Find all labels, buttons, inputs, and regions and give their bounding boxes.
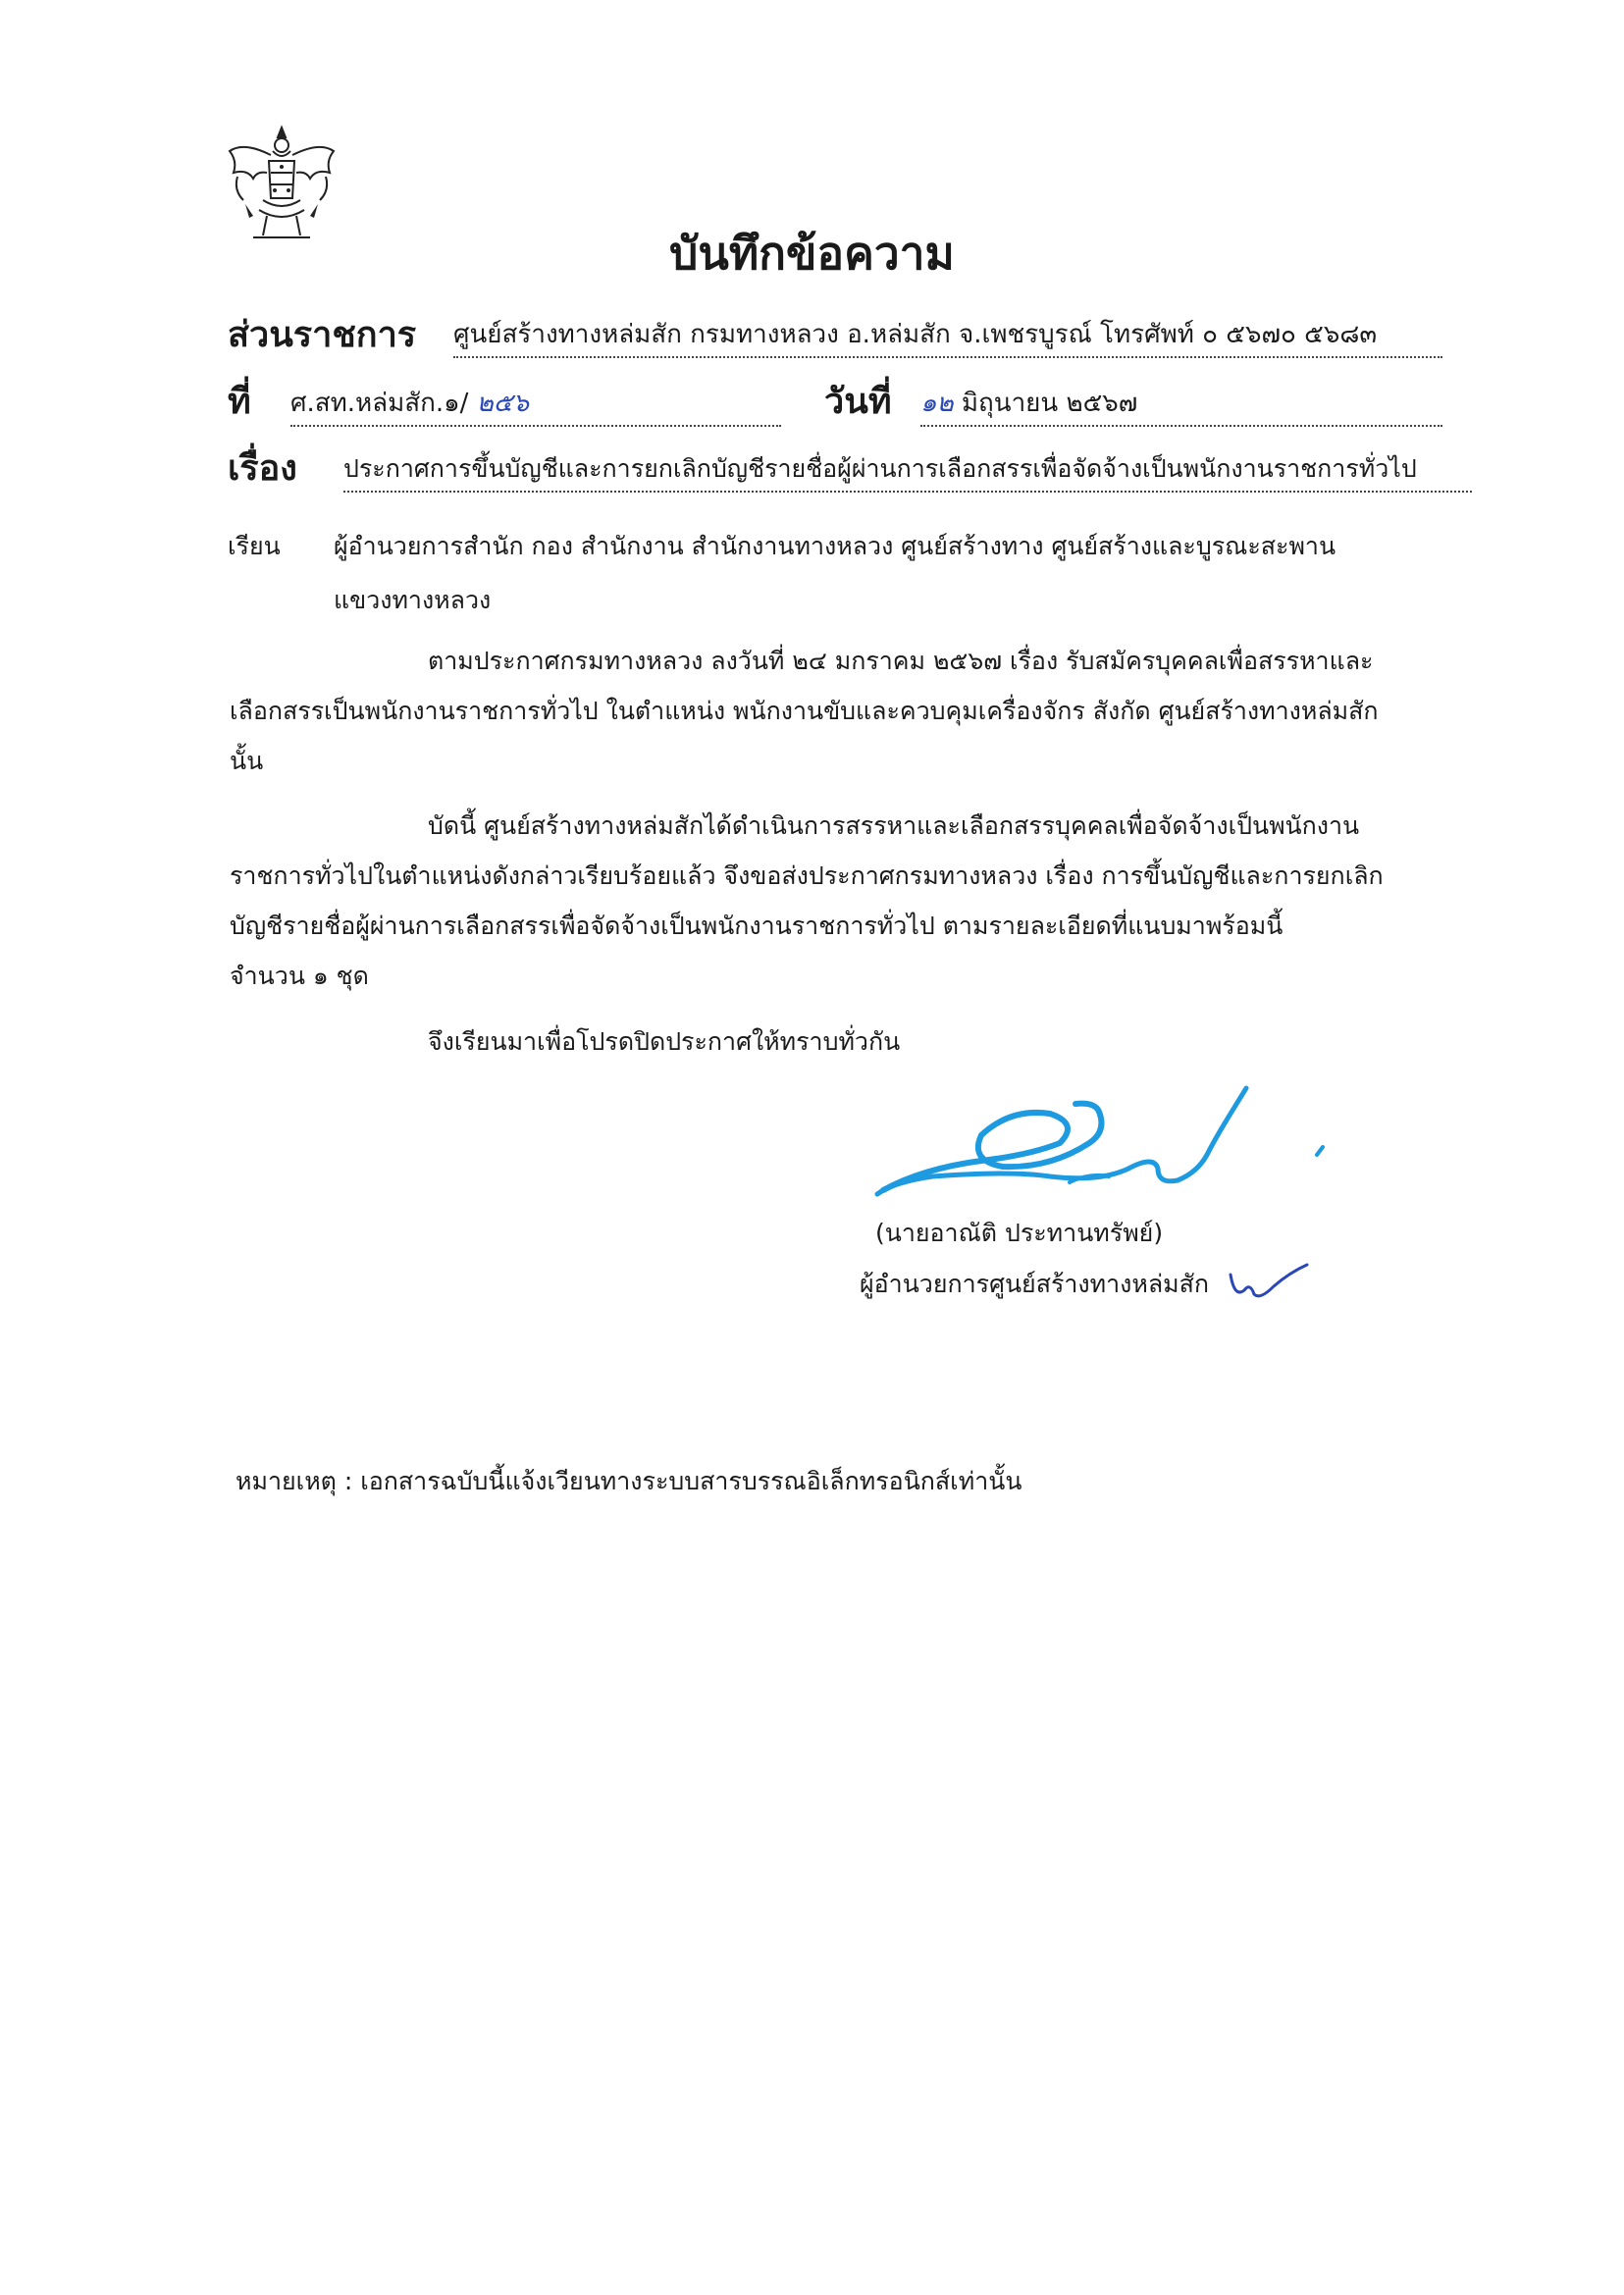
paragraph-1-line-1: ตามประกาศกรมทางหลวง ลงวันที่ ๒๔ มกราคม ๒๕๖๗ เรื่อง รับสมัครบุคคลเพื่อสรรหาและ	[428, 647, 1374, 675]
paragraph-1-line-2: เลือกสรรเป็นพนักงานราชการทั่วไป ในตำแหน่ง พนักงานขับและควบคุมเครื่องจักร สังกัด ศูนย์สร้างทางหล่มสัก	[230, 697, 1379, 725]
department-label: ส่วนราชการ	[228, 315, 417, 355]
addressee-label: เรียน	[228, 532, 281, 560]
date-month-year: มิถุนายน ๒๕๖๗	[961, 389, 1138, 418]
date-day-handwritten: ๑๒	[920, 389, 954, 418]
addressee-line-2: แขวงทางหลวง	[334, 586, 492, 614]
addressee-line-1: ผู้อำนวยการสำนัก กอง สำนักงาน สำนักงานทางหลวง ศูนย์สร้างทาง ศูนย์สร้างและบูรณะสะพาน	[334, 532, 1336, 560]
initial-tick-icon	[1225, 1261, 1313, 1305]
paragraph-2-line-3: บัญชีรายชื่อผู้ผ่านการเลือกสรรเพื่อจัดจ้างเป็นพนักงานราชการทั่วไป ตามรายละเอียดที่แนบมาพร้อมนี้	[230, 912, 1283, 940]
signer-title: ผู้อำนวยการศูนย์สร้างทางหล่มสัก	[860, 1270, 1210, 1298]
subject-value: ประกาศการขึ้นบัญชีและการยกเลิกบัญชีรายชื่อผู้ผ่านการเลือกสรรเพื่อจัดจ้างเป็นพนักงานราชการทั่วไป	[343, 449, 1472, 493]
reference-label: ที่	[228, 382, 251, 422]
signer-name: (นายอาณัติ ประทานทรัพย์)	[875, 1219, 1164, 1247]
page-title: บันทึกข้อความ	[669, 227, 955, 280]
paragraph-2-line-4: จำนวน ๑ ชุด	[230, 962, 369, 990]
date-label: วันที่	[824, 382, 892, 422]
paragraph-2-line-2: ราชการทั่วไปในตำแหน่งดังกล่าวเรียบร้อยแล้ว จึงขอส่งประกาศกรมทางหลวง เรื่อง การขึ้นบัญชีและการยกเลิก	[230, 861, 1384, 890]
footnote: หมายเหตุ : เอกสารฉบับนี้แจ้งเวียนทางระบบสารบรรณอิเล็กทรอนิกส์เท่านั้น	[236, 1467, 1022, 1495]
department-value: ศูนย์สร้างทางหล่มสัก กรมทางหลวง อ.หล่มสัก จ.เพชรบูรณ์ โทรศัพท์ ๐ ๕๖๗๐ ๕๖๘๓	[453, 314, 1442, 358]
signature-icon	[864, 1074, 1344, 1222]
date-field	[920, 383, 1442, 427]
closing-line: จึงเรียนมาเพื่อโปรดปิดประกาศให้ทราบทั่วกัน	[428, 1027, 901, 1056]
reference-number-handwritten: ๒๕๖	[476, 389, 529, 418]
reference-value: ศ.สท.หล่มสัก.๑/	[290, 389, 469, 418]
reference-field	[290, 383, 781, 427]
paragraph-2-line-1: บัดนี้ ศูนย์สร้างทางหล่มสักได้ดำเนินการสรรหาและเลือกสรรบุคคลเพื่อจัดจ้างเป็นพนักงาน	[428, 811, 1360, 840]
subject-label: เรื่อง	[228, 448, 297, 489]
paragraph-1-line-3: นั้น	[230, 747, 264, 775]
